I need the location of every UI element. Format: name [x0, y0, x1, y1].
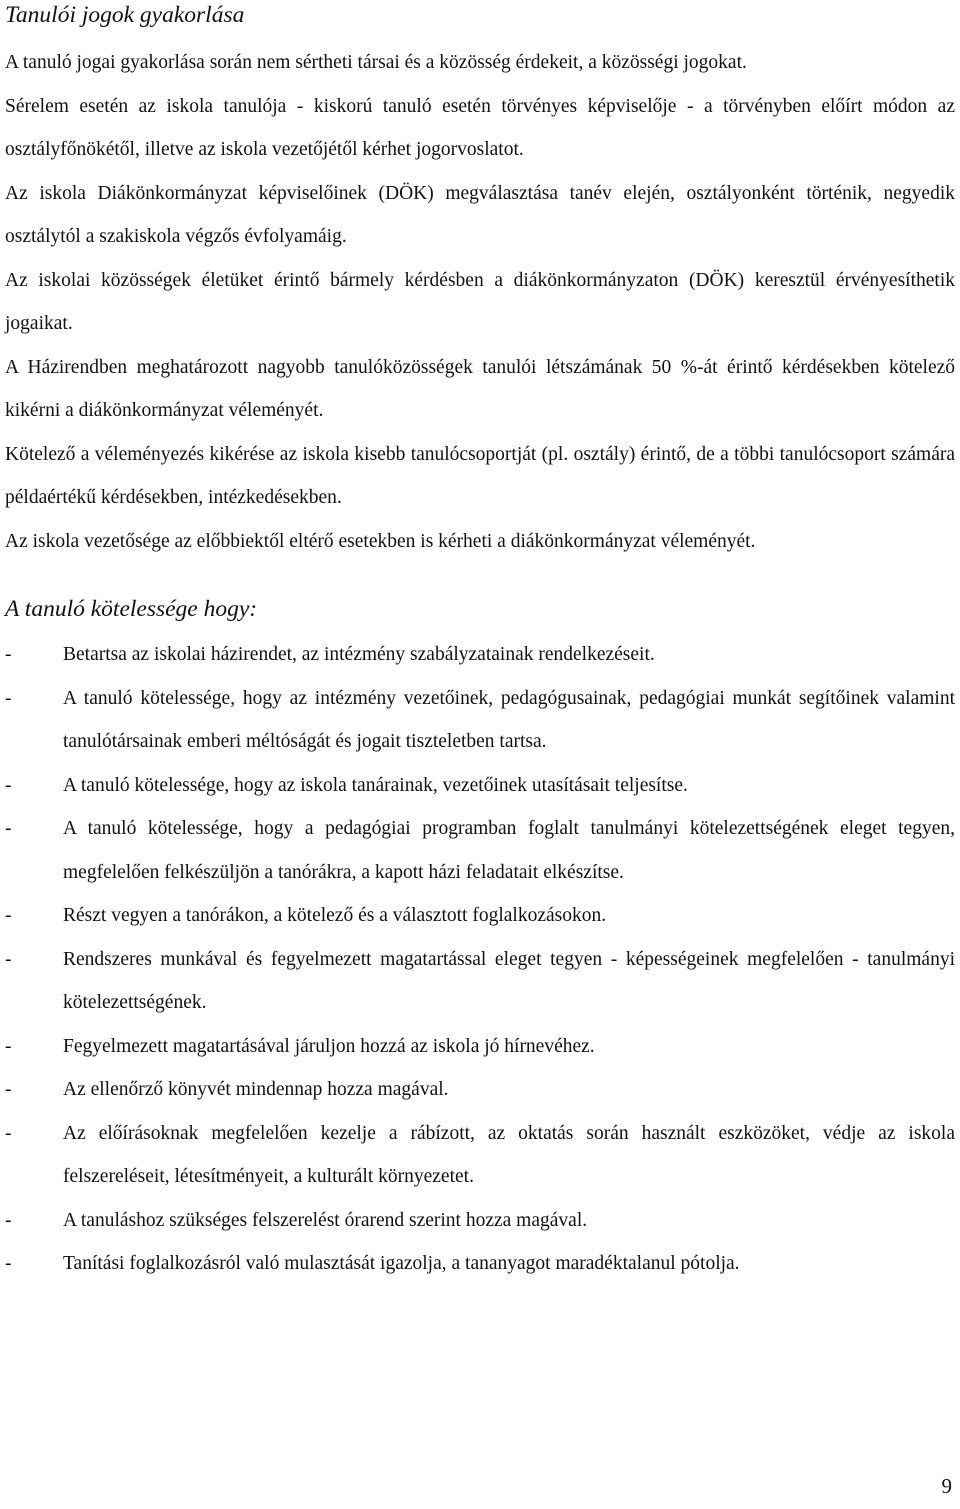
list-item [5, 1199, 955, 1243]
list-item [5, 807, 955, 894]
paragraph: Az iskolai közösségek életüket érintő bármely kérdésben a diákönkormányzaton (DÖK) keresztül érvényesíthetik jogaikat. [5, 269, 955, 334]
list-bullet: - [5, 774, 12, 796]
list-bullet: - [5, 1035, 12, 1057]
list-bullet: - [5, 687, 12, 709]
list-item-text: Rendszeres munkával és fegyelmezett magatartással eleget tegyen - képességeinek megfelelően - tanulmányi kötelezettségének. [63, 948, 955, 1013]
list-bullet: - [5, 818, 12, 839]
list-bullet: - [5, 1079, 12, 1100]
list-item-text: Az előírásoknak megfelelően kezelje a rábízott, az oktatás során használt eszközöket, védje az iskola felszereléseit, létesítményeit, a kulturált környezetet. [63, 1122, 955, 1187]
list-item [5, 1112, 955, 1199]
list-item-text: A tanuláshoz szükséges felszerelést órarend szerint hozza magával. [63, 1209, 588, 1231]
list-bullet: - [5, 644, 12, 665]
paragraph: Sérelem esetén az iskola tanulója - kiskorú tanuló esetén törvényes képviselője - a törvényben előírt módon az osztályfőnökétől, illetve az iskola vezetőjétől kérhet jogorvoslatot. [5, 95, 955, 160]
list-item [5, 1068, 955, 1112]
list-item-text: Az ellenőrző könyvét mindennap hozza magával. [63, 1079, 449, 1100]
list-item [5, 894, 955, 938]
section-title-student-rights: Tanulói jogok gyakorlása [5, 2, 245, 28]
section-title-student-duties: A tanuló kötelessége hogy: [5, 596, 258, 622]
paragraph: Kötelező a véleményezés kikérése az iskola kisebb tanulócsoportját (pl. osztály) érintő, de a többi tanulócsoport számára példaértékű kérdésekben, intézkedésekben. [5, 443, 955, 508]
list-bullet: - [5, 1122, 12, 1144]
list-item [5, 1242, 955, 1286]
list-item-text: A tanuló kötelessége, hogy az intézmény vezetőinek, pedagógusainak, pedagógiai munkát segítőinek valamint tanulótársainak emberi méltóságát és jogait tiszteletben tartsa. [63, 687, 955, 752]
list-bullet: - [5, 905, 12, 926]
document-page [5, 0, 955, 1286]
list-bullet: - [5, 1253, 12, 1274]
list-item [5, 1025, 955, 1069]
list-bullet: - [5, 948, 12, 970]
paragraph: A tanuló jogai gyakorlása során nem sértheti társai és a közösség érdekeit, a közösségi jogokat. [5, 52, 747, 73]
list-item [5, 633, 955, 677]
list-item [5, 677, 955, 764]
list-bullet: - [5, 1209, 12, 1231]
page-number: 9 [941, 1474, 952, 1498]
list-item-text: A tanuló kötelessége, hogy az iskola tanárainak, vezetőinek utasításait teljesítse. [63, 774, 688, 796]
paragraph: Az iskola Diákönkormányzat képviselőinek (DÖK) megválasztása tanév elején, osztályonként történik, negyedik osztálytól a szakiskola végzős évfolyamáig. [5, 182, 955, 247]
list-item-text: Tanítási foglalkozásról való mulasztását igazolja, a tananyagot maradéktalanul pótolja. [63, 1253, 740, 1274]
list-item [5, 764, 955, 808]
list-item [5, 938, 955, 1025]
paragraph: A Házirendben meghatározott nagyobb tanulóközösségek tanulói létszámának 50 %-át érintő kérdésekben kötelező kikérni a diákönkormányzat véleményét. [5, 356, 955, 421]
duties-list [5, 633, 955, 1286]
paragraph: Az iskola vezetősége az előbbiektől eltérő esetekben is kérheti a diákönkormányzat véleményét. [5, 530, 756, 552]
list-item-text: Részt vegyen a tanórákon, a kötelező és a választott foglalkozásokon. [63, 905, 607, 926]
list-item-text: Fegyelmezett magatartásával járuljon hozzá az iskola jó hírnevéhez. [63, 1035, 595, 1057]
list-item-text: Betartsa az iskolai házirendet, az intézmény szabályzatainak rendelkezéseit. [63, 644, 655, 665]
list-item-text: A tanuló kötelessége, hogy a pedagógiai programban foglalt tanulmányi kötelezettségének eleget tegyen, megfelelően felkészüljön a tanórákra, a kapott házi feladatait elkészítse. [63, 818, 955, 883]
